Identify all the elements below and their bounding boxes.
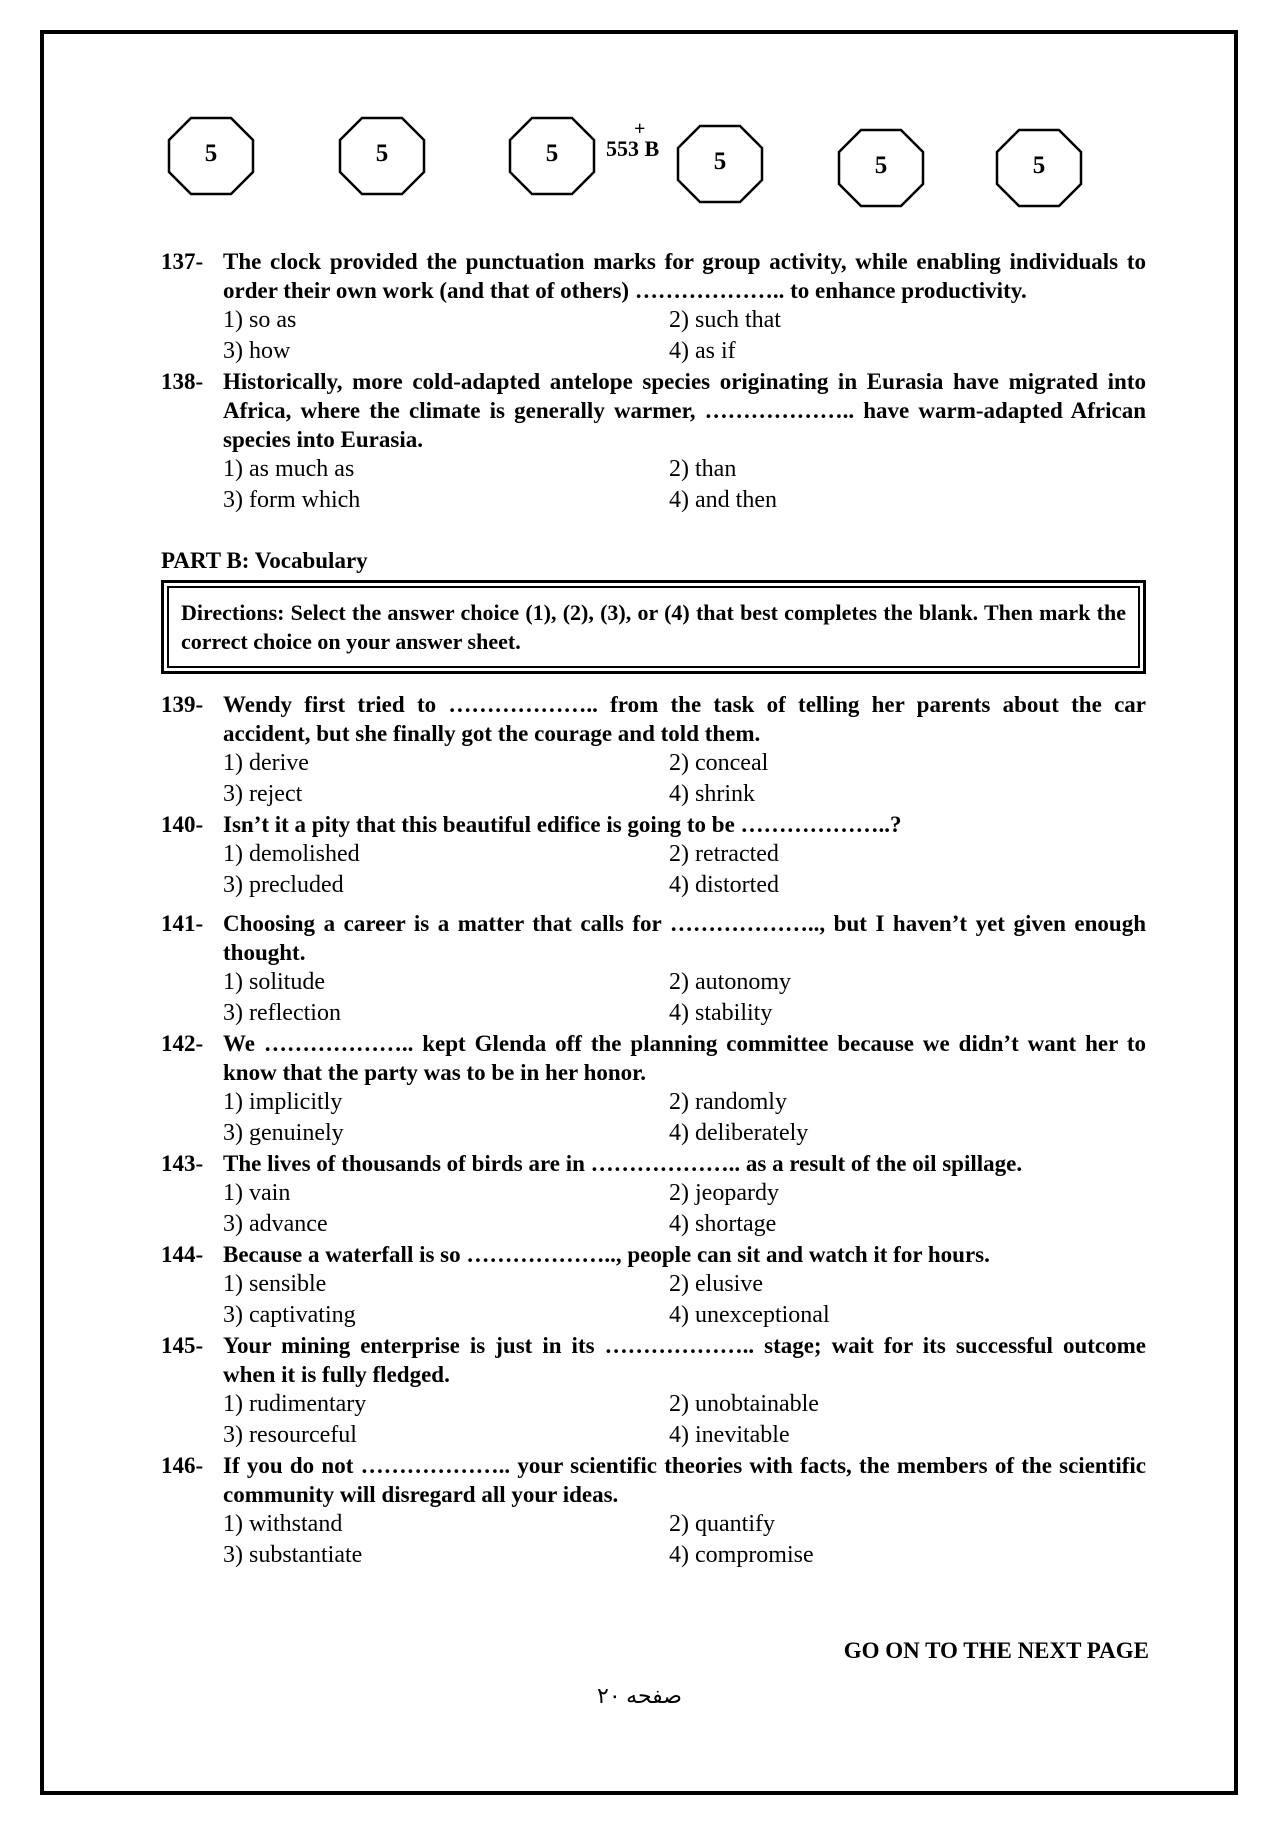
directions-text: Directions: Select the answer choice (1), (2), (3), or (4) that best completes the blank. Then mark the correct choice on your answer sheet. xyxy=(167,586,1140,668)
answer-option: 2) quantify xyxy=(669,1511,775,1537)
booklet-mark xyxy=(167,116,255,196)
question-stem: Wendy first tried to ……………….. from the task of telling her parents about the car accident, but she finally got the courage and told them. xyxy=(223,692,1146,746)
answer-option: 2) elusive xyxy=(669,1271,763,1297)
question-number: 143- xyxy=(161,1151,204,1176)
answer-options xyxy=(223,1269,1146,1331)
question-item xyxy=(161,1331,1146,1451)
directions-box xyxy=(161,580,1146,674)
booklet-code-plus: + xyxy=(634,118,646,140)
answer-option: 4) as if xyxy=(669,338,736,364)
question-stem: If you do not ……………….. your scientific theories with facts, the members of the scientific community will disregard all your ideas. xyxy=(223,1453,1146,1507)
answer-option: 1) as much as xyxy=(223,456,355,482)
booklet-mark xyxy=(995,128,1083,208)
answer-options xyxy=(223,748,1146,810)
question-item xyxy=(161,909,1146,1029)
booklet-code xyxy=(606,118,660,162)
section-title: PART B: Vocabulary xyxy=(161,548,368,573)
answer-option: 4) unexceptional xyxy=(669,1302,830,1328)
question-item xyxy=(161,1240,1146,1331)
answer-option: 1) solitude xyxy=(223,969,325,995)
answer-option: 4) and then xyxy=(669,487,777,513)
question-number: 139- xyxy=(161,692,204,717)
answer-option: 4) shrink xyxy=(669,781,755,807)
question-stem: Choosing a career is a matter that calls for ……………….., but I haven’t yet given enough thought. xyxy=(223,911,1146,965)
answer-option: 3) substantiate xyxy=(223,1542,363,1568)
question-item xyxy=(161,1451,1146,1571)
question-item xyxy=(161,1149,1146,1240)
answer-option: 1) demolished xyxy=(223,841,360,867)
answer-option: 2) unobtainable xyxy=(669,1391,819,1417)
question-number: 141- xyxy=(161,911,204,936)
answer-option: 2) than xyxy=(669,456,737,482)
answer-option: 1) so as xyxy=(223,307,297,333)
question-stem: The clock provided the punctuation marks for group activity, while enabling individuals to order their own work (and that of others) ……………….. to enhance productivity. xyxy=(223,249,1146,303)
booklet-code-text: 553 B xyxy=(606,136,660,161)
answer-options xyxy=(223,967,1146,1029)
answer-option: 1) implicitly xyxy=(223,1089,343,1115)
answer-option: 4) inevitable xyxy=(669,1422,790,1448)
question-item xyxy=(161,367,1146,516)
question-content xyxy=(161,247,1146,1571)
page-number: صفحه ۲۰ xyxy=(597,1683,682,1708)
question-number: 145- xyxy=(161,1333,204,1358)
question-stem: Isn’t it a pity that this beautiful edifice is going to be ………………..? xyxy=(223,812,902,837)
answer-option: 4) compromise xyxy=(669,1542,814,1568)
booklet-mark-label: 5 xyxy=(204,140,218,167)
question-stem: Because a waterfall is so ……………….., people can sit and watch it for hours. xyxy=(223,1242,990,1267)
answer-option: 1) withstand xyxy=(223,1511,343,1537)
answer-option: 2) retracted xyxy=(669,841,779,867)
answer-option: 3) genuinely xyxy=(223,1120,344,1146)
next-page-notice: GO ON TO THE NEXT PAGE xyxy=(843,1638,1149,1663)
answer-option: 3) form which xyxy=(223,487,361,513)
answer-option: 3) precluded xyxy=(223,872,344,898)
answer-option: 2) autonomy xyxy=(669,969,791,995)
booklet-mark-label: 5 xyxy=(545,140,559,167)
answer-option: 4) deliberately xyxy=(669,1120,809,1146)
answer-option: 3) reflection xyxy=(223,1000,341,1026)
answer-option: 3) resourceful xyxy=(223,1422,357,1448)
question-number: 138- xyxy=(161,369,204,394)
question-stem: The lives of thousands of birds are in ……………….. as a result of the oil spillage. xyxy=(223,1151,1023,1176)
answer-option: 3) reject xyxy=(223,781,303,807)
booklet-header xyxy=(0,112,1279,222)
question-number: 144- xyxy=(161,1242,204,1267)
question-stem: Your mining enterprise is just in its ……………….. stage; wait for its successful outcome when it is fully fledged. xyxy=(223,1333,1146,1387)
answer-option: 1) sensible xyxy=(223,1271,327,1297)
answer-option: 3) how xyxy=(223,338,291,364)
answer-options xyxy=(223,1087,1146,1149)
answer-option: 1) derive xyxy=(223,750,309,776)
answer-options xyxy=(223,839,1146,901)
booklet-mark-label: 5 xyxy=(1032,152,1046,179)
answer-option: 2) jeopardy xyxy=(669,1180,779,1206)
booklet-mark xyxy=(508,116,596,196)
question-item xyxy=(161,1029,1146,1149)
answer-option: 1) vain xyxy=(223,1180,291,1206)
answer-options xyxy=(223,305,1146,367)
booklet-mark xyxy=(338,116,426,196)
booklet-mark xyxy=(676,124,764,204)
question-number: 142- xyxy=(161,1031,204,1056)
answer-option: 4) stability xyxy=(669,1000,773,1026)
answer-option: 2) conceal xyxy=(669,750,769,776)
answer-option: 2) randomly xyxy=(669,1089,787,1115)
booklet-mark-label: 5 xyxy=(874,152,888,179)
question-number: 146- xyxy=(161,1453,204,1478)
booklet-mark-label: 5 xyxy=(375,140,389,167)
question-item xyxy=(161,690,1146,810)
answer-options xyxy=(223,1509,1146,1571)
answer-options xyxy=(223,1389,1146,1451)
answer-option: 1) rudimentary xyxy=(223,1391,367,1417)
question-number: 137- xyxy=(161,249,204,274)
answer-options xyxy=(223,454,1146,516)
question-number: 140- xyxy=(161,812,204,837)
answer-options xyxy=(223,1178,1146,1240)
question-item xyxy=(161,247,1146,367)
question-stem: Historically, more cold-adapted antelope species originating in Eurasia have migrated into Africa, where the climate is generally warmer, ……………….. have warm-adapted African species into Eurasia. xyxy=(223,369,1146,452)
answer-option: 4) distorted xyxy=(669,872,779,898)
answer-option: 4) shortage xyxy=(669,1211,777,1237)
booklet-mark-label: 5 xyxy=(713,148,727,175)
booklet-mark xyxy=(837,128,925,208)
answer-option: 2) such that xyxy=(669,307,781,333)
answer-option: 3) advance xyxy=(223,1211,328,1237)
question-stem: We ……………….. kept Glenda off the planning committee because we didn’t want her to know that the party was to be in her honor. xyxy=(223,1031,1146,1085)
question-item xyxy=(161,810,1146,901)
answer-option: 3) captivating xyxy=(223,1302,356,1328)
